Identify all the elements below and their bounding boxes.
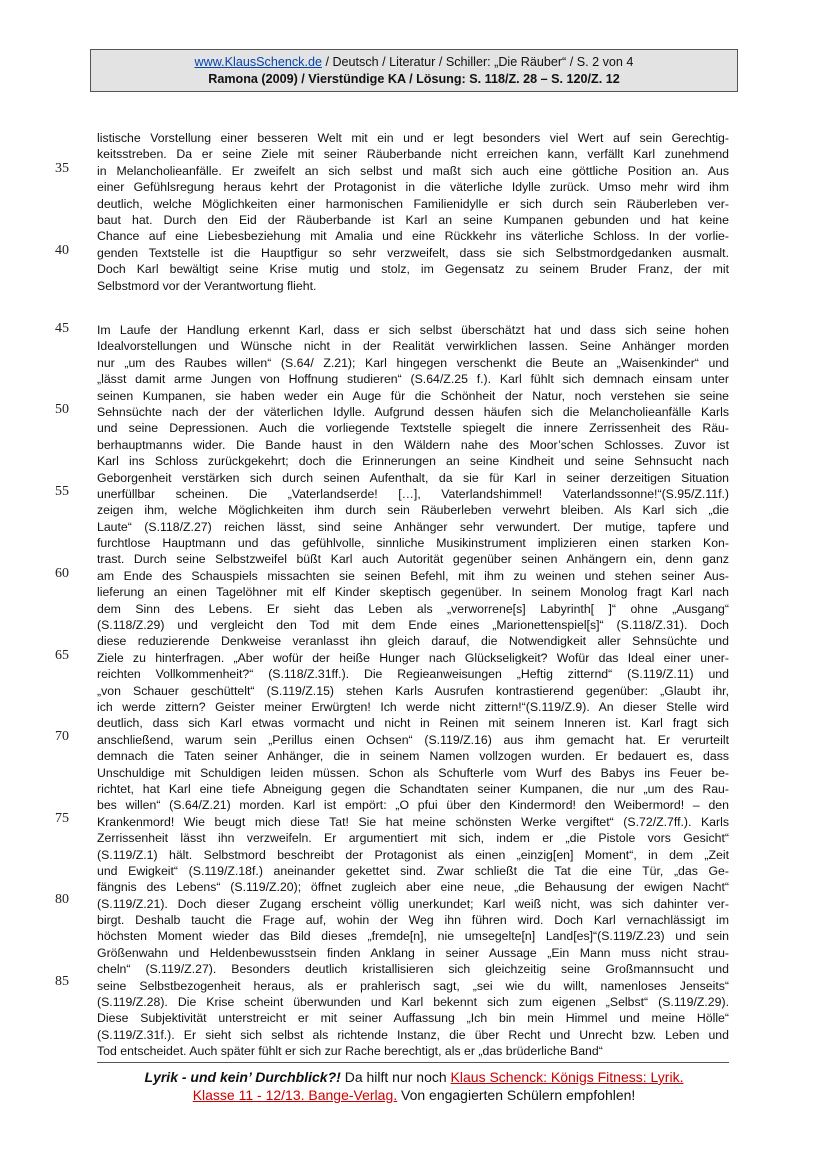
text-line: Laute“ (S.118/Z.27) reichen lässt, sind seine Anhänger sehr verwundert. Der mutige, tapfere und [97,519,729,534]
site-link[interactable]: www.KlausSchenck.de [194,55,322,69]
text-line: diese reduzierende Denkweise veranlasst ihn gleich darauf, die Notwendigkeit aller Sehnsüchte und [97,634,729,649]
text-line: deutlich, dass sich Karl etwas vormacht und nicht in Reinen mit seinem Inneren ist. Karl fragt sich [97,716,729,731]
text-line: Tod entscheidet. Auch später fühlt er sich zur Rache berechtigt, als er „das brüderliche Band“ [97,1044,603,1059]
paragraph-1 [97,130,729,294]
text-line: ich werde zittern? Geister meiner Erwürgten! Ich werde nicht zittern!“(S.119/Z.9). An dieser Stelle wird [97,699,729,714]
text-line: Unschuldige mit Schuldigen leiden müssen. Schon als Schufterle vom Wurf des Babys ins Feuer be- [97,765,729,780]
footer-middle: Da hilft nur noch [340,1069,451,1085]
text-line: (S.119/Z.21). Doch dieser Zugang erscheint völlig unerkundet; Karl weiß nicht, was sich dahinter ver- [97,896,729,911]
text-line: Chance auf eine Liebesbeziehung mit Amalia und eine Rückkehr ins väterliche Schloss. In der vorlie- [97,229,729,244]
text-line: cheln“ (S.119/Z.27). Besonders deutlich kristallisieren sich gleichzeitig seine Großmannsucht und [97,962,729,977]
text-line: deutlich, welche Möglichkeiten einer harmonischen Familienidylle er sich durch sein Räuberleben ver- [97,196,729,211]
text-line: berhauptmanns wider. Die Bande haust in den Wäldern nahe des Moor’schen Schlosses. Zuvor ist [97,437,729,452]
text-line: Größenwahn und Heldenbewusstsein finden Anklang in seiner Aussage „Ein Mann muss nicht strau- [97,945,729,960]
text-line: (S.118/Z.29) und vergleicht den Tod mit dem Ende eines „Marionettenspiel[s]“ (S.118/Z.31). Doch [97,618,729,633]
line-number: 45 [55,321,69,336]
text-line: in Melancholieanfälle. Er zweifelt an sich selbst und maßt sich auch eine göttliche Position an. Aus [97,163,729,178]
text-line: seinen Kumpanen, sie haben weder ein Auge für die Schönheit der Natur, noch verstehen sie seine [97,388,729,403]
text-line: Sehnsüchte nach der der väterlichen Idylle. Aufgrund dessen häufen sich die Melancholieanfälle Karls [97,404,729,419]
text-line: genden Textstelle ist die Hauptfigur so sehr verzweifelt, dass sie sich Selbstmordgedanken ausmalt. [97,245,729,260]
text-line: dem Sinn des Lebens. Er sieht das Leben als „verworrene[s] Labyrinth[ ]“ ohne „Ausgang“ [97,601,729,616]
text-line: Ziele zu hinterfragen. „Aber wofür der heiße Hunger nach Glückseligkeit? Wofür das Ideal einer uner- [97,650,729,665]
page-footer [90,1068,738,1104]
header-line-1 [91,54,737,71]
text-line: baut hat. Durch den Eid der Räuberbande ist Karl an seine Kumpanen gebunden und hat keine [97,212,729,227]
text-line: Krankenmord! Wie beugt mich diese Tat! Sie hat meine schönsten Werke vergiftet“ (S.72/Z.7ff.). Karls [97,814,729,829]
text-line: nur „um des Raubes willen“ (S.64/ Z.21); Karl hingegen verschenkt die Beute an „Waisenkinder“ und [97,355,729,370]
text-line: und Ewigkeit“ (S.119/Z.18f.) aneinander gekettet sind. Zwar schließt die Tat die eine Tür, „das Ge- [97,863,729,878]
line-number: 80 [55,892,69,907]
text-line: Doch Karl bewältigt seine Krise mutig und stolz, im Gegensatz zu seinem Bruder Franz, der mit [97,262,729,277]
line-number: 40 [55,243,69,258]
text-line: „lässt damit arme Jungen von Hoffnung studieren“ (S.64/Z.25 f.). Karl fühlt sich demnach einsam unter [97,372,729,387]
text-line: listische Vorstellung einer besseren Welt mit ein und er legt besonders viel Wert auf sein Gerechtig- [97,131,729,145]
line-number: 65 [55,648,69,663]
text-line: zeigen ihm, welche Möglichkeiten ihm durch sein Räuberleben verwehrt bleiben. Als Karl sich „die [97,503,729,518]
text-line: unerfüllbar scheinen. Die „Vaterlandserde! […], Vaterlandshimmel! Vaterlandssonne!“(S.95/Z.11f.) [97,486,729,501]
line-number: 35 [55,161,69,176]
text-line: einer Gefühlsregung heraus kehrt der Protagonist in die väterliche Idylle zurück. Umso mehr wird ihm [97,180,729,195]
footer-divider [97,1062,729,1063]
text-line: am Ende des Schauspiels missachten sie seinen Befehl, mit ihm zu weinen und stehen seiner Aus- [97,568,729,583]
text-line: bes willen“ (S.64/Z.21) morden. Karl ist empört: „O pfui über den Kindermord! den Weibermord! – den [97,798,729,813]
line-number: 55 [55,484,69,499]
header-path: / Deutsch / Literatur / Schiller: „Die Räuber“ / S. 2 von 4 [321,55,634,69]
book-link-2[interactable]: Klasse 11 - 12/13. Bange-Verlag. [192,1087,398,1103]
text-line: reichten Vollkommenheit?“ (S.118/Z.31ff.). Die Regieanweisungen „Heftig zitternd“ (S.119/Z.11) und [97,667,729,682]
text-line: Selbstmord vor der Verantwortung flieht. [97,278,317,293]
text-line: (S.119/Z.31f.). Er sieht sich selbst als richtende Instanz, die über Recht und Unrecht bzw. Leben und [97,1027,729,1042]
text-line: Geborgenheit verstärken sich durch seinen Aufenthalt, da sie für Karl in seiner derzeitigen Situation [97,470,729,485]
text-line: (S.119/Z.1) hält. Selbstmord beschreibt der Protagonist als einen „einzig[en] Moment“, in dem „Zeit [97,847,729,862]
text-line: „von Schauer geschüttelt“ (S.119/Z.15) stehen Karls Ausrufen kontrastierend gegenüber: „Glaubt ihr, [97,683,729,698]
header-line-2: Ramona (2009) / Vierstündige KA / Lösung: S. 118/Z. 28 – S. 120/Z. 12 [208,72,620,86]
text-line: fängnis des Lebens“ (S.119/Z.20); öffnet zugleich aber eine neue, „die Behausung der ewigen Nacht“ [97,880,729,895]
text-line: furchtlose Hauptmann und das gefühlvolle, sinnliche Musikinstrument implizieren einen starken Kon- [97,536,729,551]
text-line: Zerrissenheit lässt ihn verzweifeln. Er argumentiert mit sich, indem er „die Pistole vors Gesicht“ [97,831,729,846]
text-line: Diese Subjektivität unterstreicht er mit seiner Auffassung „Ich bin mein Himmel und meine Hölle“ [97,1011,729,1026]
text-line: und seine Depressionen. Auch die vorliegende Textstelle spiegelt die innere Zerrissenheit des Räu- [97,421,729,436]
text-line: richtet, hat Karl eine tiefe Abneigung gegen die Schandtaten seiner Kumpanen, die nur „um des Rau- [97,781,729,796]
text-line: demnach die Taten seiner Anhänger, die in seinem Namen vollzogen wurden. Er bedauert es, dass [97,749,729,764]
text-line: Idealvorstellungen und Wünsche nicht in der Realität verwirklichen lassen. Seine Anhänger morden [97,339,729,354]
text-line: lieferung an einen Tagelöhner mit elf Kinder skeptisch gegenüber. In seinem Monolog fragt Karl nach [97,585,729,600]
text-line: trast. Durch seine Selbstzweifel büßt Karl auch Autorität gegenüber seinen Anhängern ein, denn ganz [97,552,729,567]
line-number: 60 [55,566,69,581]
footer-slogan: Lyrik - und kein’ Durchblick?! [144,1069,341,1085]
book-link-1[interactable]: Klaus Schenck: Königs Fitness: Lyrik. [450,1069,684,1085]
paragraph-2 [97,322,729,1060]
line-number: 75 [55,811,69,826]
line-number: 70 [55,729,69,744]
text-line: seine Selbstbezogenheit heraus, als er prahlerisch sagt, „sei wie du willt, namenloses Jenseits“ [97,978,729,993]
text-line: (S.119/Z.28). Die Krise scheint überwunden und Karl bekennt sich zum eigenen „Selbst“ (S.119/Z.29). [97,995,729,1010]
line-number: 85 [55,974,69,989]
page-header [90,49,738,92]
text-line: anschließend, warum sein „Perillus einen Ochsen“ (S.119/Z.16) aus ihm gemacht hat. Er verurteilt [97,732,729,747]
text-line: Im Laufe der Handlung erkennt Karl, dass er sich selbst überschätzt hat und dass sich seine hohen [97,323,729,337]
text-line: keitsstreben. Da er seine Ziele mit seiner Räuberbande nicht erreichen kann, verfällt Karl zunehmend [97,147,729,162]
footer-tail: Von engagierten Schülern empfohlen! [397,1087,636,1103]
text-line: höchsten Moment wieder das Bild dieses „fremde[n], nie umsegelte[n] Land[es]“(S.119/Z.23) und sein [97,929,729,944]
text-line: Karl ins Schloss zurückgekehrt; doch die Erinnerungen an seine Kindheit und seine Sehnsucht nach [97,454,729,469]
line-number: 50 [55,402,69,417]
text-line: birgt. Deshalb taucht die Frage auf, wohin der Weg ihn führen wird. Doch Karl vernachlässigt im [97,913,729,928]
